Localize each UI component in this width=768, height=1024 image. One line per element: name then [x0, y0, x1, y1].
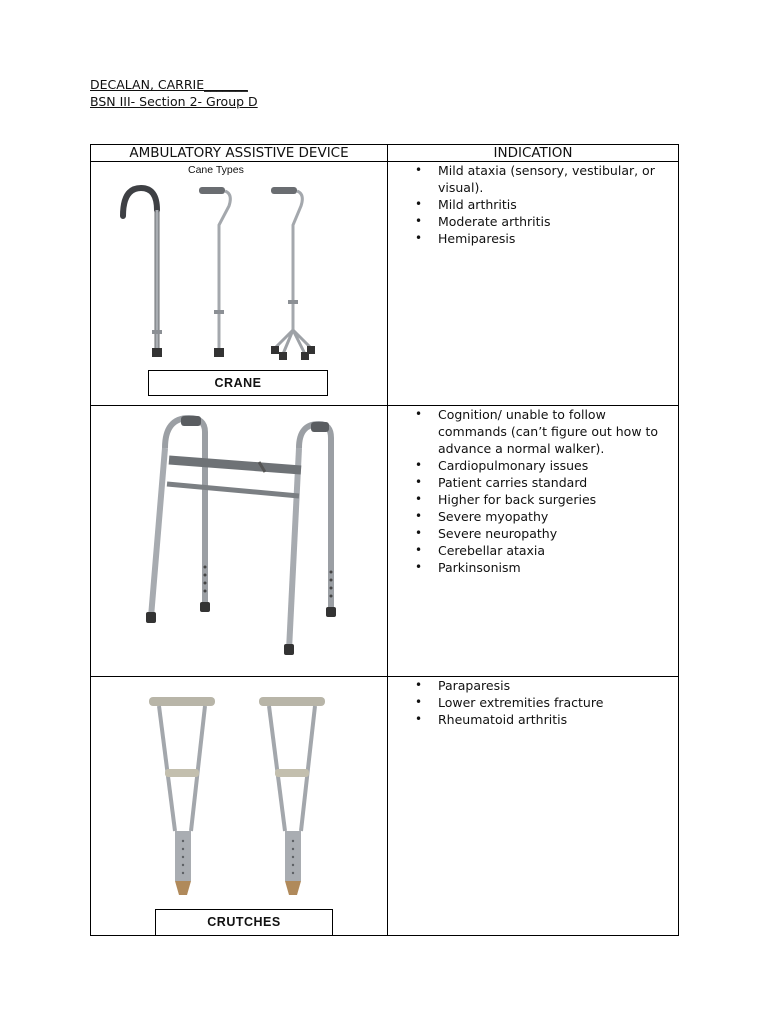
indication-cell-crutches [388, 677, 679, 936]
device-cell-crutches [91, 677, 388, 936]
cane-types-title: Cane Types [188, 164, 244, 176]
list-item: • Parkinsonism [438, 559, 678, 576]
indication-list [388, 677, 678, 728]
device-cell-cane [91, 162, 388, 406]
table-header-row [91, 145, 679, 162]
list-item: • Hemiparesis [438, 230, 678, 247]
table-row [91, 677, 679, 936]
column-header-indication: INDICATION [388, 145, 679, 162]
list-item: • Cerebellar ataxia [438, 542, 678, 559]
table-row [91, 406, 679, 677]
device-indication-table [90, 144, 679, 936]
list-item: • Moderate arthritis [438, 213, 678, 230]
document-header [90, 76, 258, 110]
indication-cell-walker [388, 406, 679, 677]
cane-types-image [111, 180, 351, 370]
list-item: • Rheumatoid arthritis [438, 711, 678, 728]
device-label-crane: CRANE [148, 370, 328, 396]
list-item: • Patient carries standard [438, 474, 678, 491]
list-item: • Cardiopulmonary issues [438, 457, 678, 474]
list-item: • Mild ataxia (sensory, vestibular, or visual). [438, 162, 678, 196]
indication-list [388, 162, 678, 247]
indication-cell-cane [388, 162, 679, 406]
crutches-image [141, 691, 401, 906]
section-group: BSN III- Section 2- Group D [90, 94, 258, 109]
list-item: • Cognition/ unable to follow commands (can’t figure out how to advance a normal walker). [438, 406, 678, 457]
list-item: • Severe neuropathy [438, 525, 678, 542]
list-item: • Lower extremities fracture [438, 694, 678, 711]
list-item: • Paraparesis [438, 677, 678, 694]
list-item: • Severe myopathy [438, 508, 678, 525]
walker-image [109, 412, 369, 662]
column-header-device: AMBULATORY ASSISTIVE DEVICE [91, 145, 388, 162]
device-label-crutches: CRUTCHES [155, 909, 333, 936]
student-name: DECALAN, CARRIE_______ [90, 77, 248, 92]
list-item: • Higher for back surgeries [438, 491, 678, 508]
list-item: • Mild arthritis [438, 196, 678, 213]
table-row [91, 162, 679, 406]
device-cell-walker [91, 406, 388, 677]
indication-list [388, 406, 678, 576]
